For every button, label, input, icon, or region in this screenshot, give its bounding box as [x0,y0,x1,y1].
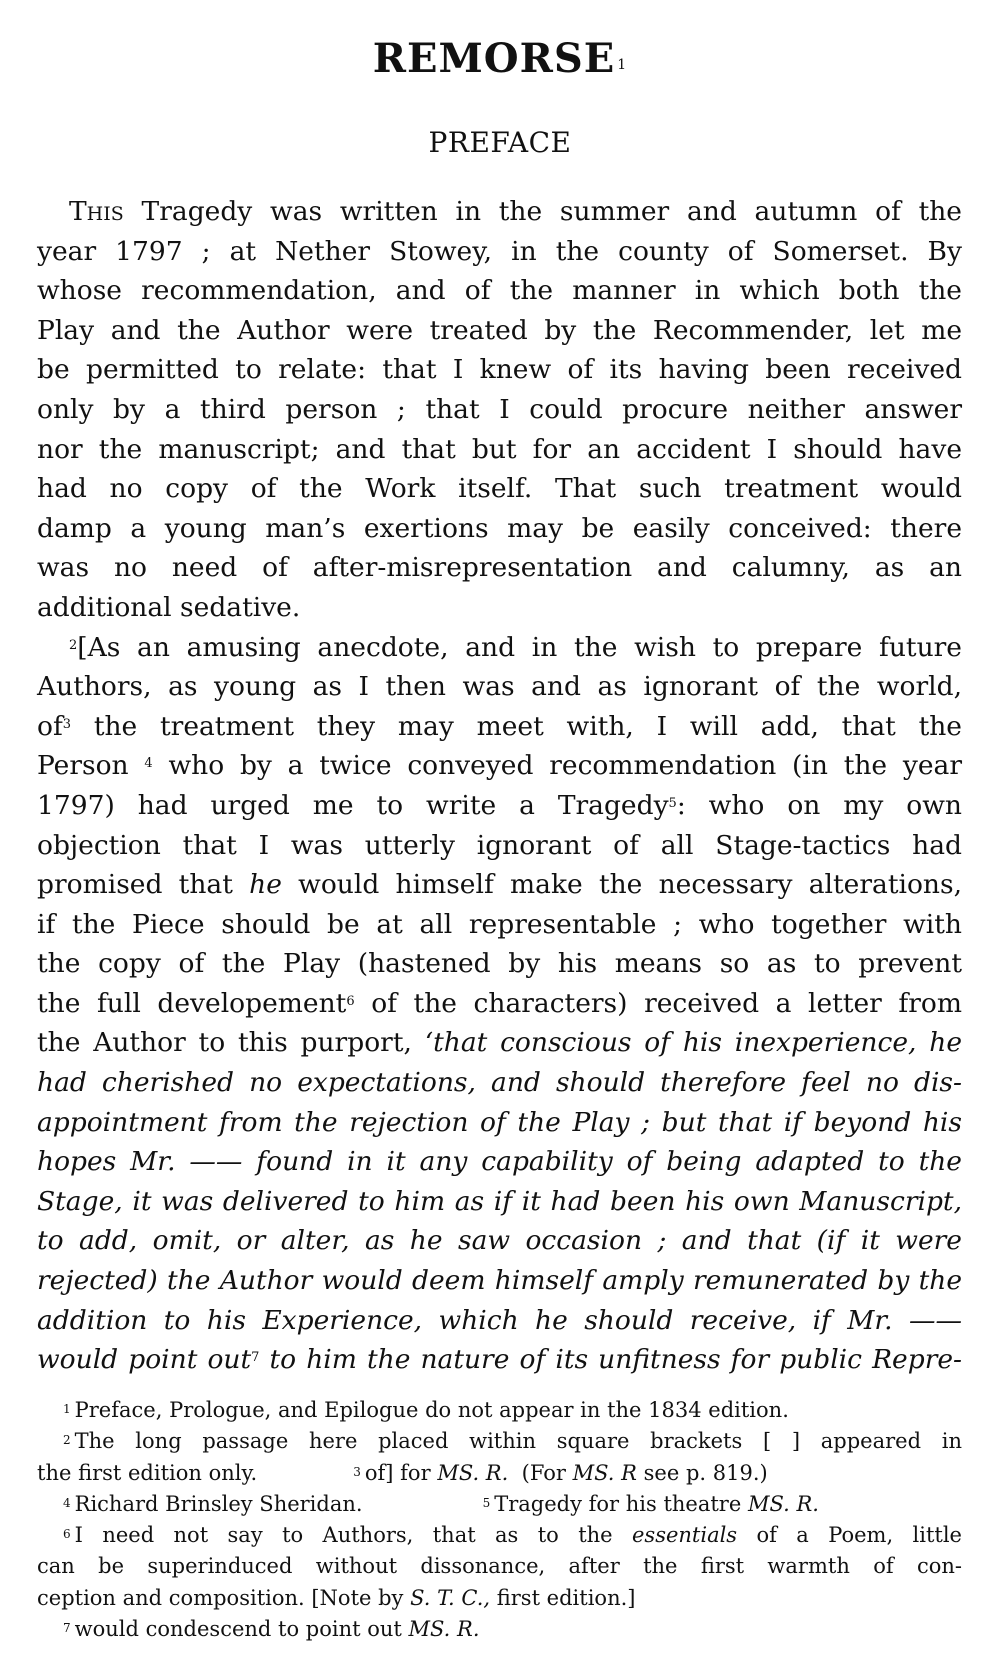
paragraph-1-line: damp a young man’s exertions may be easily conceived: there [37,512,962,544]
paragraph-2-line: hopes Mr. —— found in it any capability of being adapted to the [37,1146,962,1178]
footnote-4: $^4$ Richard Brinsley Sheridan. [63,1491,363,1516]
paragraph-2-line: the full developement$^6$ of the characters) received a letter from [37,987,962,1019]
section-heading: PREFACE [428,126,572,159]
paragraph-2-line: would point out$^7$ to him the nature of its unfitness for public Repre- [37,1344,962,1376]
paragraph-2-line: Stage, it was delivered to him as if it had been his own Manuscript, [37,1185,962,1217]
paragraph-2-line: appointment from the rejection of the Play ; but that if beyond his [37,1106,962,1138]
footnote-6-line: ception and composition. [Note by S. T. C., first edition.] [37,1585,636,1610]
paragraph-1-line: nor the manuscript; and that but for an accident I should have [37,433,962,465]
paragraph-1-line: only by a third person ; that I could procure neither answer [37,393,962,425]
paragraph-2-line: the copy of the Play (hastened by his means so as to prevent [37,948,962,980]
paragraph-2-line: Authors, as young as I then was and as ignorant of the world, [37,671,962,703]
footnote-ref-7: 7 [251,1350,260,1366]
paragraph-1-line: year 1797 ; at Nether Stowey, in the county of Somerset. By [37,235,962,267]
footnote-ref-5: 5 [668,795,677,811]
smallcaps-opening: This [69,196,124,227]
paragraph-2-line: addition to his Experience, which he should receive, if Mr. —— [37,1304,962,1336]
footnote-2: $^2$ The long passage here placed within square brackets [ ] appeared in [63,1429,962,1454]
title-footnote-marker: 1 [617,57,628,73]
paragraph-2-line: the Author to this purport, ‘that conscious of his inexperience, he [37,1027,962,1059]
paragraph-1-line: had no copy of the Work itself. That such treatment would [37,473,962,505]
page-title [0,34,1000,84]
footnote-1: $^1$ Preface, Prologue, and Epilogue do not appear in the 1834 edition. [63,1398,789,1422]
paragraph-1-line: additional sedative. [37,591,301,623]
footnote-ref-3: 3 [62,716,72,732]
paragraph-2-line: objection that I was utterly ignorant of all Stage-tactics had [37,829,962,861]
paragraph-1-line: be permitted to relate: that I knew of its having been received [37,354,962,386]
paragraph-1-line: was no need of after-misrepresentation and calumny, as an [37,552,962,584]
title-text: REMORSE [372,35,616,82]
footnote-7: $^7$ would condescend to point out MS. R. [63,1617,480,1642]
paragraph-2-line: 1797) had urged me to write a Tragedy$^5$: who on my own [37,789,962,821]
footnote-6-line: can be superinduced without dissonance, after the first warmth of con- [37,1554,962,1579]
paragraph-2-line: to add, omit, or alter, as he saw occasion ; and that (if it were [37,1225,962,1257]
paragraph-1-line: This Tragedy was written in the summer and autumn of the [69,196,962,227]
footnote-6: $^6$ I need not say to Authors, that as to the essentials of a Poem, little [63,1523,962,1548]
footnote-3: $^3$ of] for MS. R. (For MS. R see p. 819.) [353,1460,768,1485]
paragraph-2-line: of$^3$ the treatment they may meet with, I will add, that the [37,710,962,742]
paragraph-2-line: if the Piece should be at all representable ; who together with [37,908,962,940]
paragraph-2-line: had cherished no expectations, and should therefore feel no dis- [37,1067,962,1099]
footnote-5: $^5$ Tragedy for his theatre MS. R. [482,1491,819,1516]
footnote-ref-4: 4 [144,756,153,772]
paragraph-1-line: whose recommendation, and of the manner in which both the [37,275,962,307]
paragraph-2-line: promised that he would himself make the necessary alterations, [37,869,962,901]
footnote-ref-2: 2 [69,637,78,653]
paragraph-2-line: rejected) the Author would deem himself amply remunerated by the [37,1265,962,1297]
paragraph-2-line: Person $^4$ who by a twice conveyed recommendation (in the year [37,750,962,782]
body-text [37,192,962,1380]
footnote-2-and-3: the first edition only. $^3$ of] for MS. R. (For MS. R see p. 819.) [37,1458,962,1489]
paragraph-2-line: $^2$[As an amusing anecdote, and in the wish to prepare future [69,631,962,663]
footnote-ref-6: 6 [346,993,355,1009]
footnote-4-and-5 [37,1489,962,1520]
footnotes [37,1395,962,1645]
paragraph-1-line: Play and the Author were treated by the Recommender, let me [37,314,962,346]
